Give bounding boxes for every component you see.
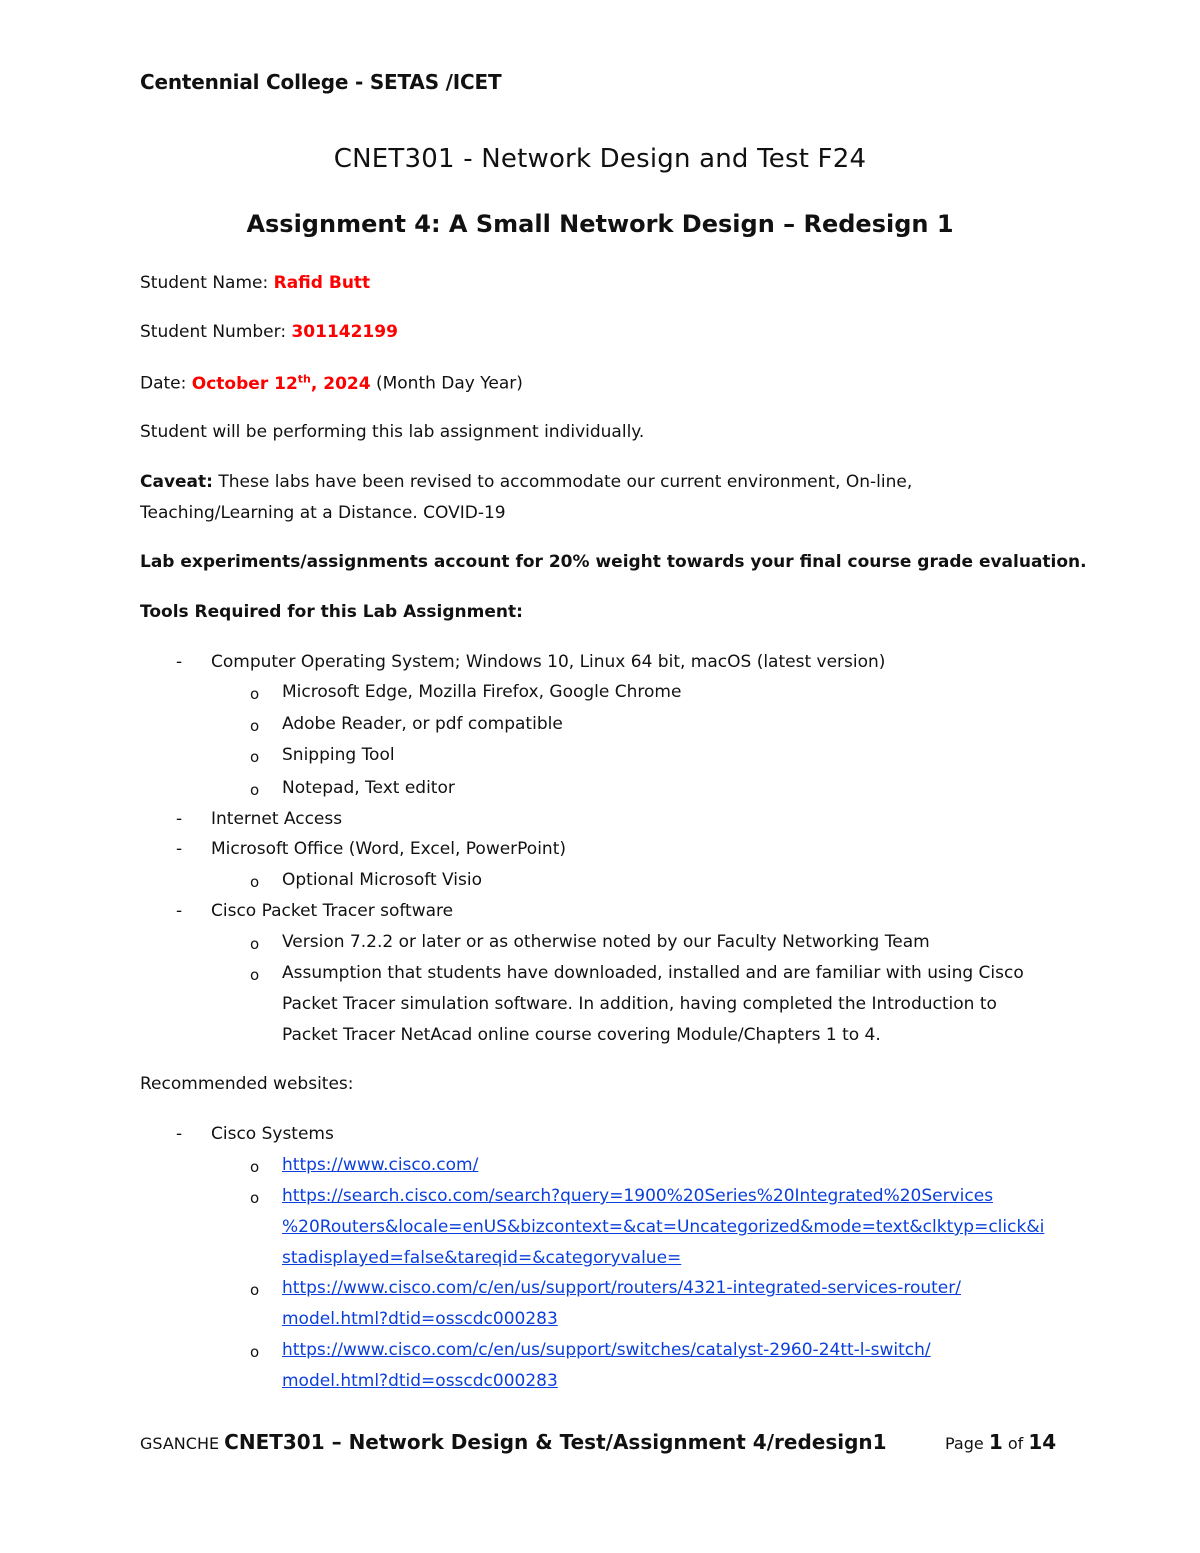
- websites-heading: Recommended websites:: [140, 1074, 354, 1094]
- list-bullet: o: [250, 1343, 260, 1361]
- link-router-4321-line-2[interactable]: model.html?dtid=osscdc000283: [282, 1309, 558, 1329]
- list-bullet: o: [250, 966, 260, 984]
- list-bullet: o: [250, 873, 260, 891]
- tools-heading: Tools Required for this Lab Assignment:: [140, 602, 523, 622]
- list-bullet: o: [250, 935, 260, 953]
- individual-note: Student will be performing this lab assignment individually.: [140, 422, 645, 442]
- footer-author: GSANCHE: [140, 1434, 225, 1453]
- list-bullet: o: [250, 1281, 260, 1299]
- date-value: [192, 374, 371, 394]
- course-title: CNET301 - Network Design and Test F24: [333, 144, 867, 174]
- page-footer-doc: [140, 1430, 887, 1454]
- link-cisco-home[interactable]: https://www.cisco.com/: [282, 1155, 479, 1175]
- student-name-value: Rafid Butt: [273, 273, 371, 293]
- tool-office-sub-1: Optional Microsoft Visio: [282, 870, 483, 890]
- list-bullet: o: [250, 717, 260, 735]
- caveat-line-1: [140, 472, 912, 492]
- date-value-ordinal: th: [297, 372, 311, 385]
- list-dash: -: [176, 652, 183, 672]
- student-name-line: [140, 273, 370, 293]
- caveat-label: Caveat:: [140, 472, 213, 492]
- tool-cisco-pt-sub-2-line-3: Packet Tracer NetAcad online course covering Module/Chapters 1 to 4.: [282, 1025, 881, 1045]
- list-bullet: o: [250, 1189, 260, 1207]
- tool-os-sub-3: Snipping Tool: [282, 745, 395, 765]
- page-current: 1: [988, 1430, 1003, 1454]
- tool-cisco-pt-sub-2-line-2: Packet Tracer simulation software. In addition, having completed the Introduction to: [282, 994, 997, 1014]
- link-router-4321-line-1[interactable]: https://www.cisco.com/c/en/us/support/routers/4321-integrated-services-router/: [282, 1278, 961, 1298]
- tool-cisco-pt-sub-2-line-1: Assumption that students have downloaded, installed and are familiar with using Cisco: [282, 963, 1024, 983]
- page-total: 14: [1028, 1430, 1057, 1454]
- list-bullet: o: [250, 1158, 260, 1176]
- student-number-label: Student Number:: [140, 322, 287, 342]
- tool-internet: Internet Access: [211, 809, 343, 829]
- student-name-label: Student Name:: [140, 273, 269, 293]
- tool-os: Computer Operating System; Windows 10, Linux 64 bit, macOS (latest version): [211, 652, 886, 672]
- student-number-line: [140, 322, 398, 342]
- date-value-year: , 2024: [310, 373, 371, 394]
- date-label: Date:: [140, 373, 187, 394]
- link-cisco-search-line-3[interactable]: stadisplayed=false&tareqid=&categoryvalue=: [282, 1248, 682, 1268]
- page-header: Centennial College - SETAS /ICET: [140, 70, 502, 94]
- list-dash: -: [176, 1124, 183, 1144]
- list-bullet: o: [250, 748, 260, 766]
- list-bullet: o: [250, 685, 260, 703]
- tool-os-sub-2: Adobe Reader, or pdf compatible: [282, 714, 563, 734]
- footer-doc-title: CNET301 – Network Design & Test/Assignment 4/redesign1: [224, 1430, 887, 1454]
- tool-cisco-pt-sub-1: Version 7.2.2 or later or as otherwise noted by our Faculty Networking Team: [282, 932, 930, 952]
- list-dash: -: [176, 839, 183, 859]
- website-cisco-label: Cisco Systems: [211, 1124, 334, 1144]
- caveat-text-1: These labs have been revised to accommodate our current environment, On-line,: [218, 472, 913, 492]
- page-number: [945, 1430, 1056, 1454]
- assignment-title: Assignment 4: A Small Network Design – Redesign 1: [246, 210, 954, 238]
- link-cisco-search-line-2[interactable]: %20Routers&locale=enUS&bizcontext=&cat=Uncategorized&mode=text&clktyp=click&i: [282, 1217, 1045, 1237]
- tool-os-sub-4: Notepad, Text editor: [282, 778, 455, 798]
- page-label: Page: [945, 1434, 989, 1453]
- list-dash: -: [176, 901, 183, 921]
- link-cisco-search-line-1[interactable]: https://search.cisco.com/search?query=1900%20Series%20Integrated%20Services: [282, 1186, 994, 1206]
- tool-cisco-pt: Cisco Packet Tracer software: [211, 901, 454, 921]
- list-bullet: o: [250, 781, 260, 799]
- date-line: [140, 372, 523, 394]
- date-note: (Month Day Year): [375, 373, 523, 394]
- caveat-line-2: Teaching/Learning at a Distance. COVID-19: [140, 503, 506, 523]
- page-of-label: of: [1002, 1434, 1029, 1453]
- student-number-value: 301142199: [291, 322, 398, 342]
- link-switch-2960-line-1[interactable]: https://www.cisco.com/c/en/us/support/switches/catalyst-2960-24tt-l-switch/: [282, 1340, 931, 1360]
- link-switch-2960-line-2[interactable]: model.html?dtid=osscdc000283: [282, 1371, 558, 1391]
- date-value-main: October 12: [191, 373, 298, 394]
- tool-office: Microsoft Office (Word, Excel, PowerPoint): [211, 839, 567, 859]
- tool-os-sub-1: Microsoft Edge, Mozilla Firefox, Google Chrome: [282, 682, 682, 702]
- weight-note: Lab experiments/assignments account for 20% weight towards your final course grade evaluation.: [140, 552, 1087, 572]
- list-dash: -: [176, 809, 183, 829]
